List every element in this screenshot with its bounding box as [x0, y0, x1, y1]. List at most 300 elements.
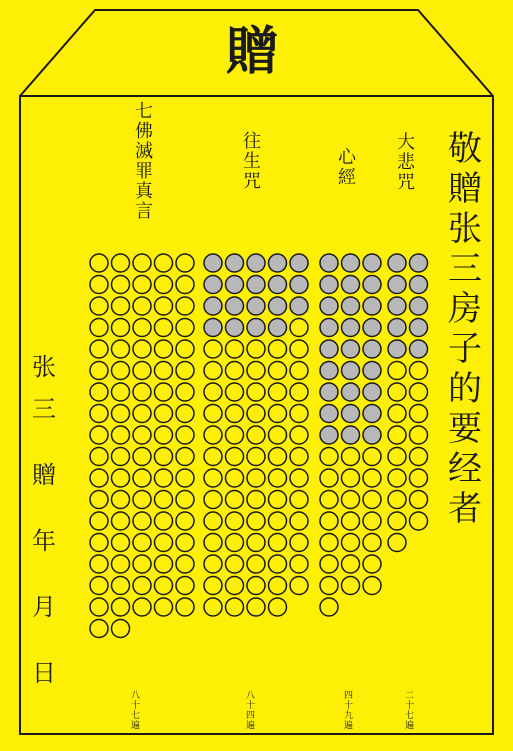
recitation-circle	[90, 254, 108, 272]
recitation-circle	[320, 469, 338, 487]
recitation-circle	[155, 297, 173, 315]
recitation-circle	[112, 319, 130, 337]
char: 十	[131, 701, 141, 711]
recitation-circle	[247, 383, 265, 401]
recitation-circle	[176, 340, 194, 358]
recitation-circle	[247, 512, 265, 530]
recitation-circle	[90, 426, 108, 444]
recitation-circle	[290, 362, 308, 380]
recitation-circle	[410, 512, 428, 530]
recitation-circle	[133, 254, 151, 272]
sutra-title-qifo	[135, 103, 153, 223]
char: 遍	[246, 721, 256, 731]
recitation-circle	[342, 491, 360, 509]
recitation-circle	[247, 362, 265, 380]
recitation-circle	[410, 491, 428, 509]
recitation-circle	[247, 319, 265, 337]
recitation-circle	[363, 426, 381, 444]
recitation-circle	[363, 577, 381, 595]
count-label-xinjing	[344, 692, 353, 732]
recitation-circle	[204, 383, 222, 401]
recitation-circle	[247, 254, 265, 272]
recitation-circle	[388, 383, 406, 401]
recitation-circle	[112, 297, 130, 315]
recitation-circle	[204, 426, 222, 444]
recitation-circle	[112, 383, 130, 401]
recitation-circle	[176, 512, 194, 530]
recitation-circle	[290, 319, 308, 337]
recitation-circle	[342, 297, 360, 315]
char: 生	[243, 151, 261, 172]
recitation-circle	[388, 340, 406, 358]
recitation-circle	[269, 534, 287, 552]
char: 往	[243, 131, 261, 152]
recitation-circle	[410, 362, 428, 380]
recitation-circle	[112, 491, 130, 509]
circle-block-wangsheng	[202, 252, 312, 624]
recitation-circle	[112, 276, 130, 294]
recitation-circle	[176, 319, 194, 337]
recitation-circle	[247, 448, 265, 466]
recitation-circle	[388, 276, 406, 294]
recitation-circle	[204, 598, 222, 616]
char: 遍	[131, 721, 141, 731]
recitation-circle	[176, 598, 194, 616]
circle-grid	[386, 252, 431, 555]
recitation-circle	[388, 469, 406, 487]
recitation-circle	[410, 319, 428, 337]
recitation-circle	[269, 276, 287, 294]
recitation-circle	[226, 448, 244, 466]
recitation-circle	[226, 383, 244, 401]
char: 子	[448, 329, 482, 369]
char: 日	[32, 659, 56, 687]
recitation-circle	[247, 405, 265, 423]
recitation-circle	[269, 383, 287, 401]
recitation-circle	[247, 469, 265, 487]
count-label-qifo	[131, 692, 140, 732]
recitation-circle	[388, 512, 406, 530]
recitation-circle	[363, 383, 381, 401]
char: 七	[135, 101, 153, 122]
recitation-circle	[226, 362, 244, 380]
char: 八	[246, 691, 256, 701]
recitation-circle	[226, 405, 244, 423]
char: 贈	[448, 169, 482, 209]
recitation-circle	[176, 469, 194, 487]
recitation-circle	[320, 598, 338, 616]
recitation-circle	[410, 405, 428, 423]
recitation-circle	[204, 534, 222, 552]
recitation-circle	[176, 254, 194, 272]
recitation-circle	[320, 555, 338, 573]
recitation-circle	[363, 297, 381, 315]
char: 七	[131, 711, 141, 721]
recitation-circle	[133, 383, 151, 401]
char: 遍	[405, 721, 415, 731]
char: 八	[131, 691, 141, 701]
recitation-circle	[112, 340, 130, 358]
recitation-circle	[155, 362, 173, 380]
char: 七	[405, 711, 415, 721]
circle-grid	[318, 252, 385, 620]
recitation-circle	[176, 383, 194, 401]
recitation-circle	[320, 448, 338, 466]
recitation-circle	[90, 598, 108, 616]
recitation-circle	[90, 362, 108, 380]
recitation-circle	[204, 319, 222, 337]
char: 滅	[135, 141, 153, 162]
char: 张	[32, 353, 56, 381]
recitation-circle	[226, 534, 244, 552]
recitation-circle	[363, 512, 381, 530]
recitation-circle	[204, 276, 222, 294]
char: 的	[448, 369, 482, 409]
recitation-circle	[290, 254, 308, 272]
recitation-circle	[155, 555, 173, 573]
recitation-circle	[388, 297, 406, 315]
recitation-circle	[269, 254, 287, 272]
recitation-circle	[363, 555, 381, 573]
recitation-circle	[112, 254, 130, 272]
recitation-circle	[342, 383, 360, 401]
recitation-circle	[290, 340, 308, 358]
recitation-circle	[363, 319, 381, 337]
recitation-circle	[204, 405, 222, 423]
recitation-circle	[112, 426, 130, 444]
recitation-circle	[247, 598, 265, 616]
recitation-circle	[155, 254, 173, 272]
recitation-circle	[269, 469, 287, 487]
recitation-circle	[247, 340, 265, 358]
recitation-circle	[342, 426, 360, 444]
recitation-circle	[363, 362, 381, 380]
recitation-circle	[342, 577, 360, 595]
char: 罪	[135, 161, 153, 182]
recitation-circle	[176, 297, 194, 315]
recitation-circle	[155, 491, 173, 509]
recitation-circle	[269, 598, 287, 616]
char: 四	[246, 711, 256, 721]
recitation-circle	[247, 534, 265, 552]
recitation-circle	[112, 577, 130, 595]
recitation-circle	[226, 577, 244, 595]
recitation-circle	[226, 297, 244, 315]
recitation-circle	[290, 297, 308, 315]
recitation-circle	[320, 491, 338, 509]
char: 經	[338, 167, 356, 188]
char: 四	[344, 691, 354, 701]
recitation-circle	[133, 448, 151, 466]
recitation-circle	[320, 297, 338, 315]
recipient-column	[448, 129, 482, 532]
recitation-circle	[133, 362, 151, 380]
recitation-circle	[320, 340, 338, 358]
recitation-circle	[226, 512, 244, 530]
recitation-circle	[388, 534, 406, 552]
recitation-circle	[155, 534, 173, 552]
recitation-circle	[90, 620, 108, 638]
char: 经	[448, 449, 482, 489]
recitation-circle	[342, 512, 360, 530]
recitation-circle	[176, 405, 194, 423]
recitation-circle	[410, 276, 428, 294]
recitation-circle	[410, 297, 428, 315]
recitation-circle	[133, 555, 151, 573]
recitation-circle	[342, 276, 360, 294]
recitation-circle	[342, 319, 360, 337]
recitation-circle	[204, 512, 222, 530]
recitation-circle	[155, 469, 173, 487]
recitation-circle	[290, 405, 308, 423]
recitation-circle	[269, 319, 287, 337]
recitation-circle	[320, 405, 338, 423]
recitation-circle	[290, 426, 308, 444]
recitation-circle	[388, 319, 406, 337]
recitation-circle	[320, 362, 338, 380]
recitation-circle	[112, 534, 130, 552]
recitation-circle	[133, 405, 151, 423]
count-label-wangsheng	[246, 692, 255, 732]
char: 真	[135, 181, 153, 202]
circle-grid	[88, 252, 198, 641]
recitation-circle	[269, 491, 287, 509]
char: 言	[135, 201, 153, 222]
char: 十	[405, 701, 415, 711]
recitation-circle	[320, 319, 338, 337]
char: 敬	[448, 129, 482, 169]
circle-block-qifo	[88, 252, 198, 645]
recitation-circle	[133, 512, 151, 530]
recitation-circle	[133, 340, 151, 358]
recitation-circle	[133, 276, 151, 294]
recitation-circle	[410, 426, 428, 444]
recitation-circle	[176, 577, 194, 595]
circle-block-dabei	[386, 252, 431, 559]
char: 者	[448, 489, 482, 529]
recitation-circle	[269, 405, 287, 423]
recitation-circle	[410, 383, 428, 401]
recitation-circle	[320, 577, 338, 595]
recitation-circle	[320, 254, 338, 272]
recitation-circle	[155, 598, 173, 616]
recitation-circle	[204, 297, 222, 315]
recitation-circle	[204, 448, 222, 466]
sutra-title-wangsheng	[243, 133, 261, 193]
recitation-circle	[410, 448, 428, 466]
recitation-circle	[269, 577, 287, 595]
recitation-circle	[204, 577, 222, 595]
recitation-circle	[269, 362, 287, 380]
recitation-circle	[176, 276, 194, 294]
char: 房	[448, 289, 482, 329]
recitation-circle	[155, 426, 173, 444]
recitation-circle	[363, 491, 381, 509]
recitation-circle	[204, 555, 222, 573]
recitation-circle	[112, 598, 130, 616]
recitation-circle	[269, 426, 287, 444]
char: 九	[344, 711, 354, 721]
recitation-circle	[342, 254, 360, 272]
envelope-title: 贈	[226, 21, 279, 82]
recitation-circle	[388, 491, 406, 509]
recitation-circle	[226, 598, 244, 616]
recitation-circle	[112, 448, 130, 466]
recitation-circle	[155, 448, 173, 466]
recitation-circle	[247, 577, 265, 595]
recitation-circle	[90, 512, 108, 530]
recitation-circle	[342, 340, 360, 358]
recitation-circle	[90, 555, 108, 573]
recitation-circle	[133, 426, 151, 444]
recitation-circle	[363, 254, 381, 272]
char: 佛	[135, 121, 153, 142]
recitation-circle	[290, 469, 308, 487]
recitation-circle	[410, 254, 428, 272]
recitation-circle	[112, 620, 130, 638]
recitation-circle	[290, 276, 308, 294]
recitation-circle	[176, 426, 194, 444]
recitation-circle	[410, 340, 428, 358]
recitation-circle	[204, 362, 222, 380]
recitation-circle	[388, 448, 406, 466]
recitation-circle	[133, 598, 151, 616]
recitation-circle	[133, 534, 151, 552]
recitation-circle	[155, 577, 173, 595]
recitation-circle	[269, 448, 287, 466]
recitation-circle	[204, 469, 222, 487]
char: 月	[32, 593, 56, 621]
char: 张	[448, 209, 482, 249]
recitation-circle	[320, 426, 338, 444]
sutra-title-xinjing	[338, 149, 356, 189]
recitation-circle	[90, 577, 108, 595]
recitation-circle	[363, 448, 381, 466]
char: 咒	[243, 171, 261, 192]
recitation-circle	[90, 340, 108, 358]
recitation-circle	[290, 577, 308, 595]
recitation-circle	[363, 405, 381, 423]
recitation-circle	[133, 491, 151, 509]
recitation-circle	[155, 512, 173, 530]
recitation-circle	[388, 254, 406, 272]
char: 十	[246, 701, 256, 711]
recitation-circle	[290, 534, 308, 552]
recitation-circle	[269, 512, 287, 530]
char: 悲	[397, 152, 415, 173]
recitation-circle	[290, 491, 308, 509]
char: 咒	[397, 172, 415, 193]
recitation-circle	[90, 534, 108, 552]
recitation-circle	[133, 469, 151, 487]
recitation-circle	[90, 469, 108, 487]
recitation-circle	[204, 340, 222, 358]
recitation-circle	[226, 254, 244, 272]
recitation-circle	[112, 362, 130, 380]
recitation-circle	[112, 555, 130, 573]
recitation-circle	[133, 577, 151, 595]
recitation-circle	[176, 534, 194, 552]
char: 贈	[32, 461, 56, 489]
recitation-circle	[176, 555, 194, 573]
recitation-circle	[247, 426, 265, 444]
count-label-dabei	[405, 692, 414, 732]
recitation-circle	[133, 297, 151, 315]
recitation-circle	[363, 340, 381, 358]
recitation-circle	[363, 534, 381, 552]
recitation-circle	[176, 491, 194, 509]
recitation-circle	[269, 297, 287, 315]
recitation-circle	[90, 276, 108, 294]
recitation-circle	[342, 362, 360, 380]
recitation-circle	[269, 555, 287, 573]
char: 遍	[344, 721, 354, 731]
char: 三	[32, 395, 56, 423]
recitation-circle	[388, 405, 406, 423]
recitation-circle	[290, 383, 308, 401]
recitation-circle	[176, 448, 194, 466]
recitation-circle	[226, 319, 244, 337]
recitation-circle	[342, 469, 360, 487]
recitation-circle	[226, 340, 244, 358]
char: 大	[397, 132, 415, 153]
char: 要	[448, 409, 482, 449]
recitation-circle	[342, 534, 360, 552]
recitation-circle	[342, 405, 360, 423]
recitation-circle	[90, 448, 108, 466]
recitation-circle	[320, 276, 338, 294]
recitation-circle	[155, 383, 173, 401]
char: 年	[32, 527, 56, 555]
recitation-circle	[155, 340, 173, 358]
recitation-circle	[204, 254, 222, 272]
recitation-circle	[90, 297, 108, 315]
sutra-title-dabei	[397, 134, 415, 194]
recitation-circle	[226, 555, 244, 573]
recitation-circle	[176, 362, 194, 380]
recitation-circle	[363, 469, 381, 487]
recitation-circle	[269, 340, 287, 358]
recitation-circle	[112, 469, 130, 487]
recitation-circle	[226, 469, 244, 487]
char: 三	[448, 249, 482, 289]
recitation-circle	[226, 426, 244, 444]
recitation-circle	[247, 297, 265, 315]
recitation-circle	[388, 426, 406, 444]
char: 二	[405, 691, 415, 701]
recitation-circle	[90, 491, 108, 509]
recitation-circle	[155, 319, 173, 337]
recitation-circle	[342, 555, 360, 573]
recitation-circle	[290, 448, 308, 466]
char: 十	[344, 701, 354, 711]
recitation-circle	[320, 534, 338, 552]
recitation-circle	[90, 405, 108, 423]
recitation-circle	[410, 469, 428, 487]
recitation-circle	[247, 276, 265, 294]
recitation-circle	[112, 405, 130, 423]
recitation-circle	[290, 555, 308, 573]
circle-block-xinjing	[318, 252, 385, 624]
recitation-circle	[226, 491, 244, 509]
circle-grid	[202, 252, 312, 620]
recitation-circle	[247, 555, 265, 573]
char: 心	[338, 147, 356, 168]
recitation-circle	[290, 512, 308, 530]
recitation-circle	[320, 512, 338, 530]
recitation-circle	[204, 491, 222, 509]
recitation-circle	[363, 276, 381, 294]
